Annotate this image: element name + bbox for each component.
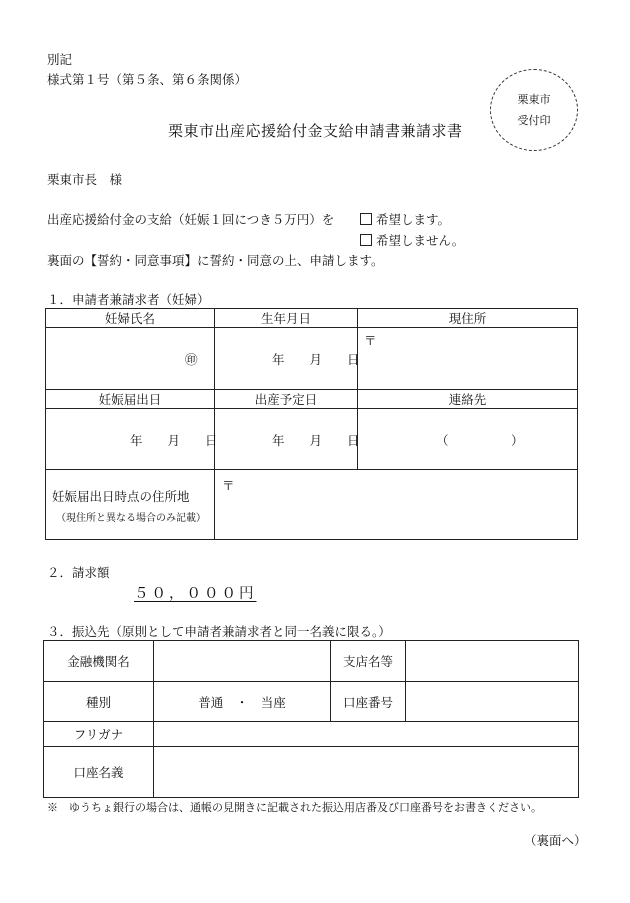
section3-heading: ３．振込先（原則として申請者兼請求者と同一名義に限る。） (47, 624, 391, 639)
section2-heading: ２．請求額 (47, 565, 110, 580)
branch-label: 支店名等 (342, 654, 393, 669)
request-text: 出産応援給付金の支給（妊娠１回につき５万円）を (47, 212, 335, 227)
page-title: 栗東市出産応援給付金支給申請書兼請求書 (168, 122, 463, 140)
option-yes-label: 希望します。 (376, 212, 451, 227)
consent-text: 裏面の【誓約・同意事項】に誓約・同意の上、申請します。 (47, 253, 384, 268)
account-type-options[interactable]: 普通 ・ 当座 (198, 694, 286, 710)
addressee: 栗東市長 様 (47, 172, 123, 187)
bank-name-label: 金融機関名 (67, 654, 130, 669)
account-type-label: 種別 (85, 694, 111, 710)
stamp-line2: 受付印 (517, 114, 551, 127)
address-at-report-label: 妊娠届出日時点の住所地 (52, 489, 190, 504)
seal-mark: ㊞ (185, 352, 198, 367)
header-due-date: 出産予定日 (254, 391, 318, 407)
birthdate-field[interactable]: 年 月 日 (272, 352, 360, 367)
header-name: 妊婦氏名 (104, 310, 155, 326)
checkbox-icon[interactable] (360, 213, 372, 225)
appendix-label: 別記 (47, 52, 73, 67)
claim-amount: ５０，０００円 (134, 586, 257, 602)
header-address: 現住所 (448, 310, 487, 326)
address-at-report-note: （現住所と異なる場合のみ記載） (56, 513, 206, 524)
account-name-label: 口座名義 (73, 765, 124, 780)
report-date-field[interactable]: 年 月 日 (130, 433, 218, 448)
option-no[interactable] (358, 231, 464, 249)
reception-stamp (490, 69, 578, 151)
due-date-field[interactable]: 年 月 日 (272, 433, 360, 448)
postal-mark: 〒 (364, 333, 377, 348)
form-number: 様式第１号（第５条、第６条関係） (47, 72, 248, 87)
stamp-line1: 栗東市 (517, 93, 551, 106)
header-report-date: 妊娠届出日 (98, 391, 162, 407)
reverse-side-note: （裏面へ） (524, 833, 587, 848)
header-contact: 連絡先 (448, 391, 487, 407)
account-number-label: 口座番号 (342, 694, 393, 710)
phone-field[interactable]: （ ） (436, 433, 524, 448)
option-no-label: 希望しません。 (376, 233, 465, 248)
header-birthdate: 生年月日 (260, 310, 311, 326)
furigana-label: フリガナ (73, 727, 124, 742)
section1-heading: １．申請者兼請求者（妊婦） (47, 292, 210, 307)
checkbox-icon[interactable] (360, 234, 372, 246)
yucho-note: ※ ゆうちょ銀行の場合は、通帳の見開きに記載された振込用店番及び口座番号をお書きください。 (47, 801, 542, 814)
option-yes[interactable] (358, 210, 450, 228)
postal-mark-2: 〒 (222, 478, 235, 493)
